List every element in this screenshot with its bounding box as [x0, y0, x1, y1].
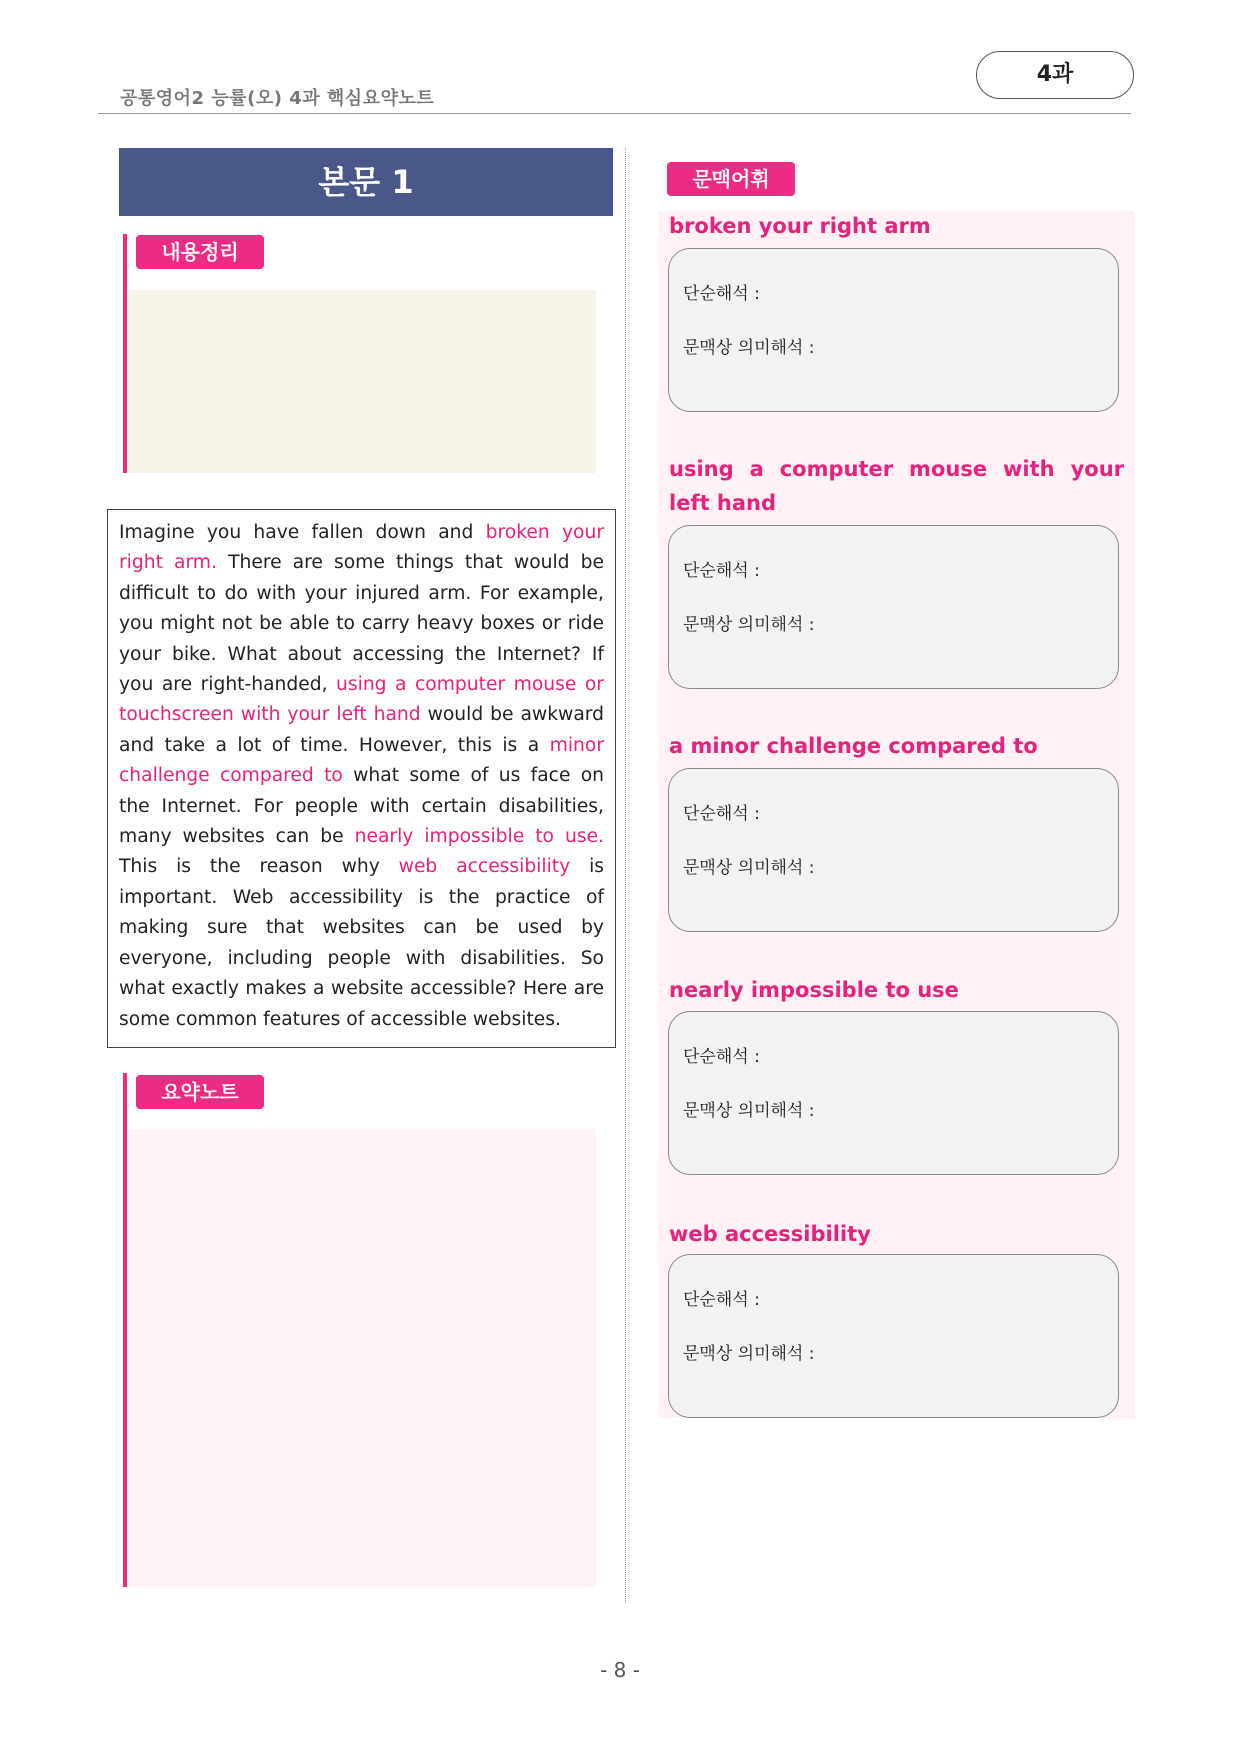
passage-segment: This is the reason why — [119, 856, 399, 878]
content-tag: 내용정리 — [136, 235, 264, 269]
passage-highlight: nearly impossible to use. — [354, 826, 605, 848]
vocab-phrase: broken your right arm — [669, 214, 931, 238]
section-title: 본문 1 — [119, 148, 613, 216]
vocab-phrase: using a computer mouse with your left hand — [669, 457, 1124, 515]
passage-segment: Imagine you have fallen down and — [119, 522, 486, 543]
vocab-tag: 문맥어휘 — [667, 162, 795, 196]
passage-highlight: minor challenge compared to — [119, 734, 604, 787]
passage-segment: what some of us face on the Internet. For people with certain disabilities, many websites can be — [119, 765, 604, 848]
vocab-answer-box[interactable] — [668, 768, 1119, 932]
simple-translation-label: 단순해석 : — [683, 1047, 760, 1067]
vocab-phrase: nearly impossible to use — [669, 978, 959, 1002]
simple-translation-label: 단순해석 : — [683, 561, 760, 581]
context-meaning-label: 문맥상 의미해석 : — [683, 1101, 815, 1121]
passage-text — [119, 518, 604, 1035]
vocab-phrase: a minor challenge compared to — [669, 734, 1038, 758]
passage-box — [107, 509, 616, 1048]
content-notes-area[interactable] — [128, 290, 596, 473]
header-divider — [98, 113, 1131, 114]
passage-segment: is important. Web accessibility is the practice of making sure that websites can be used by everyone, including people with disabilities. So what exactly makes a website accessible? Here are some common features of accessible websites. — [119, 856, 605, 1030]
vocab-phrase: web accessibility — [669, 1222, 871, 1246]
passage-highlight: broken your right arm. — [119, 522, 604, 574]
context-meaning-label: 문맥상 의미해석 : — [683, 1344, 815, 1364]
passage-highlight: using a computer mouse or touchscreen with your left hand — [119, 674, 604, 726]
column-divider — [625, 148, 626, 1603]
simple-translation-label: 단순해석 : — [683, 284, 760, 304]
context-meaning-label: 문맥상 의미해석 : — [683, 338, 815, 358]
vocab-answer-box[interactable] — [668, 248, 1119, 412]
passage-highlight: web accessibility — [398, 856, 571, 878]
header-title: 공통영어2 능률(오) 4과 핵심요약노트 — [120, 88, 435, 109]
context-meaning-label: 문맥상 의미해석 : — [683, 858, 815, 878]
lesson-badge: 4과 — [976, 51, 1134, 99]
summary-accent-bar — [123, 1073, 127, 1587]
context-meaning-label: 문맥상 의미해석 : — [683, 615, 815, 635]
summary-notes-area[interactable] — [128, 1129, 596, 1587]
vocab-answer-box[interactable] — [668, 1011, 1119, 1175]
passage-segment: There are some things that would be difficult to do with your injured arm. For example, you might not be able to carry heavy boxes or ride your bike. What about accessing the Internet? If you are right-handed, — [119, 552, 604, 696]
page-number: - 8 - — [600, 1658, 640, 1682]
summary-tag: 요약노트 — [136, 1075, 264, 1109]
simple-translation-label: 단순해석 : — [683, 1290, 760, 1310]
content-accent-bar — [123, 234, 127, 473]
vocab-answer-box[interactable] — [668, 1254, 1119, 1418]
passage-segment: would be awkward and take a lot of time. However, this is a — [119, 704, 604, 756]
vocab-answer-box[interactable] — [668, 525, 1119, 689]
simple-translation-label: 단순해석 : — [683, 804, 760, 824]
